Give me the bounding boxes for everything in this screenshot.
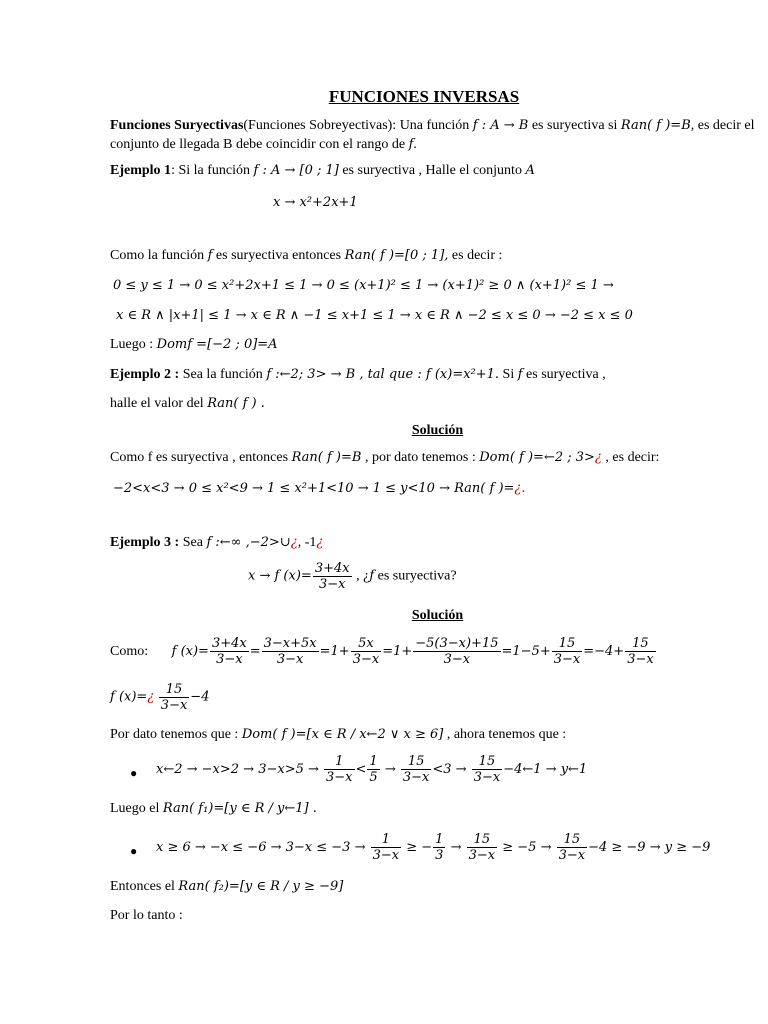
example-2-heading: [110, 367, 606, 383]
example-3-solution-heading: [110, 608, 765, 624]
example-1-math: f : A → [0 ; 1]: [253, 163, 339, 178]
simplified-fx: f (x)=¿: [110, 689, 155, 705]
equation-chain: −2<x<3 → 0 ≤ x²<9 → 1 ≤ x²+1<10 → 1 ≤ y<10 → Ran( f )=: [113, 481, 515, 496]
reasoning-f: f: [207, 248, 213, 263]
example-3-red-mark-2: ¿: [316, 535, 324, 550]
domain-math: Dom( f )=[x ∈ R / x←2 ∨ x ≥ 6]: [241, 727, 444, 742]
example-2-text-2: Si: [499, 367, 518, 382]
reasoning-text: Como la función: [110, 248, 208, 263]
question-text: halle el valor del: [110, 396, 208, 411]
example-1-set: A: [525, 163, 535, 178]
example-3-simplified: [110, 682, 209, 713]
equation-red-mark: ¿.: [514, 481, 526, 496]
mapping-fraction: [313, 561, 352, 592]
case-2-text: Entonces el: [110, 879, 179, 894]
solution-text-3: , es decir:: [601, 450, 660, 465]
case-1-math: Ran( f₁)=[y ∈ R / y←1] .: [162, 801, 317, 816]
example-2-question: [110, 396, 265, 412]
solution-math: Ran( f )=B: [291, 450, 362, 465]
reasoning-text-3: es decir :: [448, 248, 503, 263]
domain-text-2: , ahora tenemos que :: [443, 727, 567, 742]
definition-text: (Funciones Sobreyectivas): Una función: [243, 118, 473, 133]
definition-line-1: [110, 118, 755, 134]
solution-domain: Dom( f )=←2 ; 3>: [479, 450, 595, 465]
bullet-icon: ●: [130, 844, 138, 858]
definition-math-3: f: [408, 137, 414, 152]
conclusion-label: Luego :: [110, 337, 157, 352]
example-2-f: f: [517, 367, 523, 382]
simplified-fraction: [159, 682, 190, 713]
case-2-result: [110, 879, 343, 895]
example-1-reasoning: [110, 248, 502, 264]
definition-math: f : A → B: [472, 118, 529, 133]
mapping-question-open: , ¿: [352, 568, 370, 584]
question-math: Ran( f ) .: [207, 396, 265, 411]
mapping-denominator: 3−x: [318, 577, 346, 592]
bullet-icon: ●: [130, 766, 138, 780]
example-1-text-2: es suryectiva , Halle el conjunto: [338, 163, 526, 178]
example-2-math: f :←2; 3> → B , tal que : f (x)=x²+1.: [266, 367, 500, 382]
example-2-equation: [113, 481, 526, 496]
definition-text-2: es suryectiva si: [528, 118, 621, 133]
derivation-label: Como:: [110, 643, 149, 659]
therefore-line: Por lo tanto :: [110, 908, 183, 923]
definition-line-2: [110, 137, 417, 153]
solution-label: Solución: [411, 423, 464, 438]
derivation-chain: f (x)= $\frac{3+4x}{3-x}$ = $\frac{3-x+5x}{3-x}$ =1+ $\frac{5x}{3-x}$ =1+ $\frac{-5(3-x)+15}{3-x}$ =1−5+ $\frac{15}{3-x}$ =−4+ $\frac{15}{3-x}$: [171, 636, 654, 667]
example-3-red-mark: ¿: [290, 535, 298, 550]
example-1-conclusion: [110, 337, 278, 353]
example-3-math: f :←∞ ,−2>∪: [206, 535, 291, 550]
example-1-mapping: x → x²+2x+1: [273, 195, 358, 210]
example-3-text: Sea: [179, 535, 207, 550]
definition-period: .: [413, 137, 417, 152]
definition-math-2: Ran( f )=B: [620, 118, 691, 133]
example-2-solution-line-1: [110, 450, 659, 466]
example-3-domain: [110, 727, 566, 743]
definition-text-3: , es decir el: [690, 118, 755, 133]
example-3-text-2: , -1: [297, 535, 317, 550]
case-1-text: Luego el: [110, 801, 163, 816]
example-2-text: Sea la función: [179, 367, 267, 382]
simplified-tail: −4: [190, 689, 210, 705]
example-3-heading: [110, 535, 323, 551]
domain-text: Por dato tenemos que :: [110, 727, 242, 742]
example-3-derivation: [110, 636, 657, 667]
simplified-denominator: 3−x: [160, 698, 188, 713]
example-1-heading: [110, 163, 535, 179]
simplified-numerator: 15: [159, 682, 190, 698]
solution-text-2: , por dato tenemos :: [361, 450, 480, 465]
mapping-numerator: 3+4x: [314, 561, 350, 576]
definition-text-4: conjunto de llegada B debe coincidir con el rango de: [110, 137, 409, 152]
case-1-chain: x←2 → −x>2 → 3−x>5 → $\frac{1}{3-x}$ < $\frac{1}{5}$ → $\frac{15}{3-x}$ <3 → $\frac{15}{3-x}$ −4←1 → y←1: [156, 754, 588, 785]
mapping-f: f: [369, 568, 375, 584]
example-3-label: Ejemplo 3 :: [110, 535, 180, 550]
solution-label-2: Solución: [411, 608, 464, 623]
case-2-math: Ran( f₂)=[y ∈ R / y ≥ −9]: [178, 879, 344, 894]
case-2-chain: x ≥ 6 → −x ≤ −6 → 3−x ≤ −3 → $\frac{1}{3-x}$ ≥ − $\frac{1}{3}$ → $\frac{15}{3-x}$ ≥ −5 → $\frac{15}{3-x}$ −4 ≥ −9 → y ≥ −9: [156, 832, 711, 863]
solution-red-mark: ¿: [594, 450, 602, 465]
reasoning-range: Ran( f )=[0 ; 1],: [344, 248, 449, 263]
case-1-result: [110, 801, 317, 817]
example-2-text-3: es suryectiva ,: [522, 367, 606, 382]
example-1-label: Ejemplo 1: [110, 163, 172, 178]
example-1-equation-2: x ∈ R ∧ |x+1| ≤ 1 → x ∈ R ∧ −1 ≤ x+1 ≤ 1 → x ∈ R ∧ −2 ≤ x ≤ 0 → −2 ≤ x ≤ 0: [116, 308, 633, 323]
example-3-mapping: [248, 561, 457, 592]
example-1-equation-1: 0 ≤ y ≤ 1 → 0 ≤ x²+2x+1 ≤ 1 → 0 ≤ (x+1)² ≤ 1 → (x+1)² ≥ 0 ∧ (x+1)² ≤ 1 →: [113, 278, 614, 293]
mapping-question: es suryectiva?: [374, 568, 457, 584]
conclusion-math: Domf =[−2 ; 0]=A: [156, 337, 278, 352]
reasoning-text-2: es suryectiva entonces: [212, 248, 345, 263]
example-1-text: : Si la función: [171, 163, 254, 178]
example-2-solution-heading: [110, 423, 765, 439]
page-title: FUNCIONES INVERSAS: [328, 87, 520, 106]
solution-text: Como f es suryectiva , entonces: [110, 450, 292, 465]
definition-term: Funciones Suryectivas: [110, 118, 244, 133]
mapping-left: x → f (x)=: [248, 568, 312, 584]
example-2-label: Ejemplo 2 :: [110, 367, 180, 382]
